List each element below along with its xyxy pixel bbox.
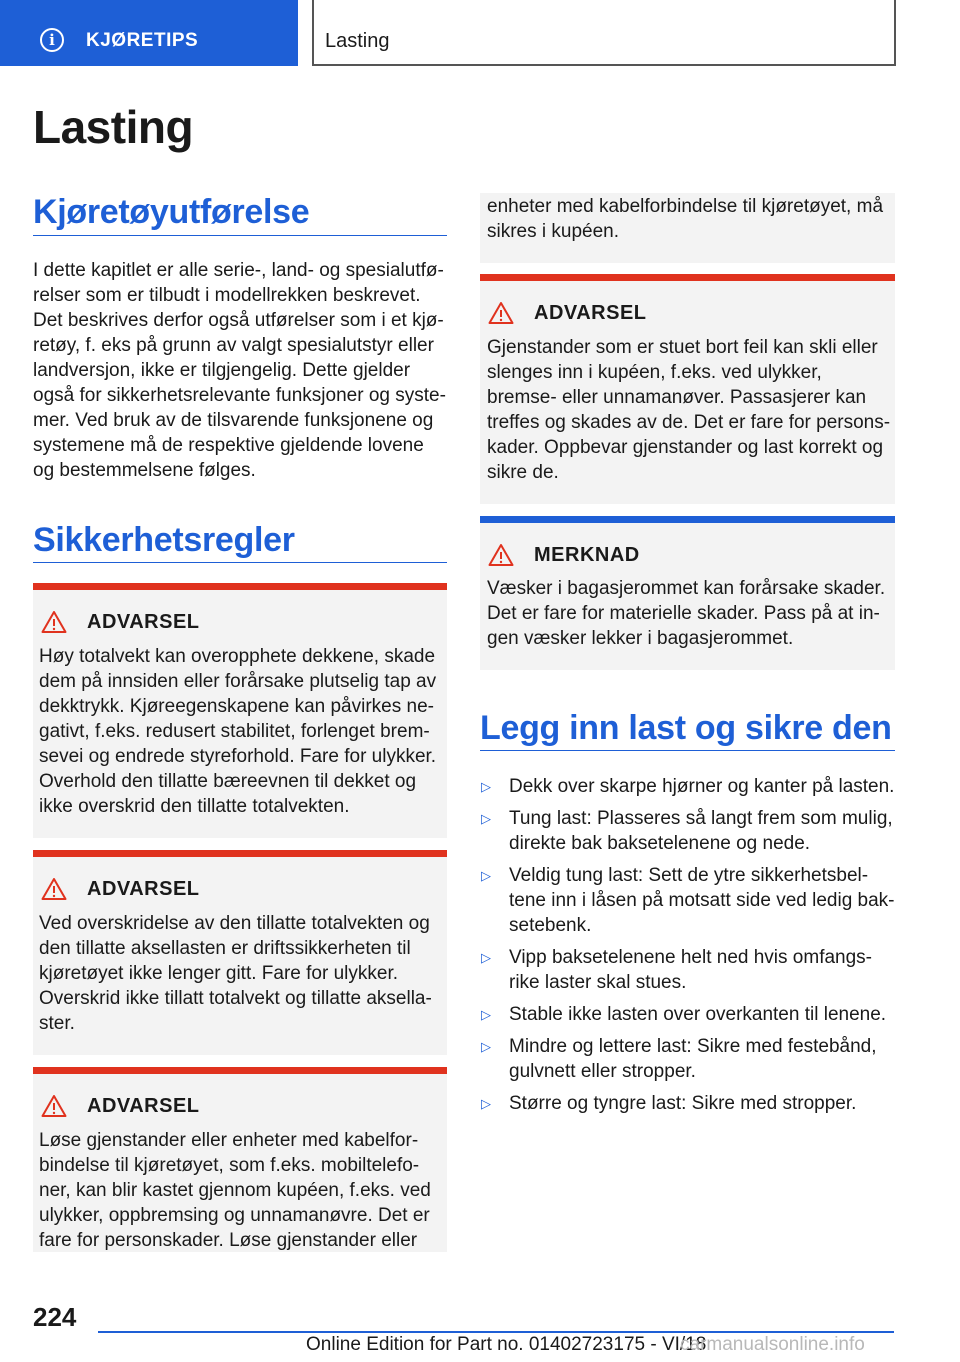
list-item-line: gulvnett eller stropper. <box>509 1061 696 1082</box>
section-rule <box>33 562 447 563</box>
info-icon: i <box>40 28 64 52</box>
text-line: treffes og skades av de. Det er fare for persons- <box>487 412 891 433</box>
page-title: Lasting <box>33 101 194 153</box>
warning-label: ADVARSEL <box>87 610 200 633</box>
text-line: retøy, f. eks på grunn av valgt spesialutstyr eller <box>33 335 434 356</box>
warning-triangle-icon <box>41 877 67 901</box>
text-line: bremse- eller unnamanøver. Passasjerer kan <box>487 387 867 408</box>
text-line: kjøretøyet ikke lenger gitt. Fare for ulykker. <box>39 963 399 984</box>
text-line: ner, kan blir kastet gjennom kupéen, f.eks. ved <box>39 1180 431 1201</box>
warning-text <box>39 1128 449 1253</box>
bullet-triangle-icon: ▷ <box>481 779 491 794</box>
note-box <box>480 516 895 670</box>
bullet-triangle-icon: ▷ <box>481 950 491 965</box>
warning-box-2 <box>33 850 447 1055</box>
warning-bar <box>33 583 447 590</box>
warning-box-3-continued <box>480 193 895 263</box>
list-item-line: Større og tyngre last: Sikre med stropper. <box>509 1093 857 1114</box>
text-line: gativt, f.eks. redusert stabilitet, forlenget brem- <box>39 721 430 742</box>
note-head <box>488 543 640 567</box>
text-line: sevei og endrede styreforhold. Fare for ulykker. <box>39 746 437 767</box>
bullet-triangle-icon: ▷ <box>481 1096 491 1111</box>
warning-triangle-icon <box>488 543 514 567</box>
list-item-line: Mindre og lettere last: Sikre med festebånd, <box>509 1036 877 1057</box>
text-line: sikres i kupéen. <box>487 221 620 242</box>
list-item-line: direkte bak baksetelenene og nede. <box>509 833 811 854</box>
text-line: Det er fare for materielle skader. Pass på at in- <box>487 603 880 624</box>
warning-text <box>39 911 449 1036</box>
warning-box-4 <box>480 274 895 504</box>
text-line: ster. <box>39 1013 75 1034</box>
warning-text <box>39 644 449 819</box>
warning-bar <box>33 850 447 857</box>
text-line: og bestemmelsene følges. <box>33 460 256 481</box>
text-line: mer. Ved bruk av de tilsvarende funksjonene og <box>33 410 434 431</box>
text-line: slenges inn i kupéen, f.eks. ved ulykker, <box>487 362 822 383</box>
text-line: fare for personskader. Løse gjenstander eller <box>39 1230 418 1251</box>
warning-head <box>41 1094 200 1118</box>
text-line: Væsker i bagasjerommet kan forårsake skader. <box>487 578 886 599</box>
warning-head <box>41 610 200 634</box>
warning-triangle-icon <box>41 1094 67 1118</box>
text-line: Løse gjenstander eller enheter med kabelfor- <box>39 1130 419 1151</box>
warning-bar <box>33 1067 447 1074</box>
bullet-triangle-icon: ▷ <box>481 811 491 826</box>
warning-triangle-icon <box>41 610 67 634</box>
text-line: landversjon, ikke er tilgjengelig. Dette gjelder <box>33 360 411 381</box>
bullet-triangle-icon: ▷ <box>481 1039 491 1054</box>
footer-rule <box>98 1331 894 1333</box>
text-line: gen væsker lekker i bagasjerommet. <box>487 628 794 649</box>
bullet-triangle-icon: ▷ <box>481 868 491 883</box>
text-line: dem på innsiden eller forårsake plutselig tap av <box>39 671 437 692</box>
section-heading-vehicle-design: Kjøretøyutførelse <box>33 193 310 231</box>
header-chapter-label: Lasting <box>325 30 390 52</box>
text-line: enheter med kabelforbindelse til kjøretøyet, må <box>487 196 884 217</box>
list-item-line: Vipp baksetelenene helt ned hvis omfangs- <box>509 947 873 968</box>
text-line: sikre de. <box>487 462 559 483</box>
section-heading-safety-rules: Sikkerhetsregler <box>33 521 295 559</box>
text-line: Overhold den tillatte bæreevnen til dekket og <box>39 771 417 792</box>
note-bar <box>480 516 895 523</box>
list-item-line: tene inn i låsen på motsatt side ved ledig bak- <box>509 890 895 911</box>
warning-triangle-icon <box>488 301 514 325</box>
header-chapter-box <box>312 0 896 66</box>
warning-label: ADVARSEL <box>534 301 647 324</box>
bullet-triangle-icon: ▷ <box>481 1007 491 1022</box>
warning-box-3 <box>33 1067 447 1252</box>
load-instructions-list <box>480 774 900 1123</box>
text-line: også for sikkerhetsrelevante funksjoner og syste- <box>33 385 446 406</box>
list-item-line: Veldig tung last: Sett de ytre sikkerhetsbel- <box>509 865 869 886</box>
section-heading-load: Legg inn last og sikre den <box>480 709 892 747</box>
warning-text <box>487 335 897 485</box>
header-section-tab <box>0 0 298 66</box>
text-line: systemene må de respektive gjeldende lovene <box>33 435 424 456</box>
text-line: kader. Oppbevar gjenstander og last korrekt og <box>487 437 884 458</box>
text-line: den tillatte aksellasten er driftssikkerheten til <box>39 938 411 959</box>
note-label: MERKNAD <box>534 543 640 566</box>
section-rule <box>33 235 447 236</box>
warning-head <box>488 301 647 325</box>
text-line: bindelse til kjøretøyet, som f.eks. mobiltelefo- <box>39 1155 420 1176</box>
text-line: Høy totalvekt kan overopphete dekkene, skade <box>39 646 436 667</box>
warning-bar <box>480 274 895 281</box>
warning-box-1 <box>33 583 447 838</box>
section-rule <box>480 750 895 751</box>
list-item <box>480 774 900 799</box>
warning-head <box>41 877 200 901</box>
text-line: ikke overskrid den tillatte totalvekten. <box>39 796 350 817</box>
text-line: Ved overskridelse av den tillatte totalvekten og <box>39 913 430 934</box>
text-line: Gjenstander som er stuet bort feil kan skli eller <box>487 337 878 358</box>
text-line: ulykker, oppbremsing og unnamanøvre. Det er <box>39 1205 430 1226</box>
warning-label: ADVARSEL <box>87 877 200 900</box>
text-line: dekktrykk. Kjøreegenskapene kan påvirkes ne- <box>39 696 434 717</box>
text-line: Det beskrives derfor også utførelser som i et kjø- <box>33 310 444 331</box>
list-item <box>480 863 900 938</box>
text-line: I dette kapitlet er alle serie-, land- og spesialutfø- <box>33 260 444 281</box>
vehicle-design-text <box>33 258 453 483</box>
list-item-line: Stable ikke lasten over overkanten til lenene. <box>509 1004 887 1025</box>
list-item <box>480 1034 900 1084</box>
list-item-line: rike laster skal stues. <box>509 972 687 993</box>
note-text <box>487 576 897 651</box>
list-item <box>480 1002 900 1027</box>
list-item-line: Tung last: Plasseres så langt frem som mulig, <box>509 808 893 829</box>
text-line: Overskrid ikke tillatt totalvekt og tillatte aksella- <box>39 988 432 1009</box>
footer-edition-text: Online Edition for Part no. 01402723175 - VI/18 <box>306 1334 707 1355</box>
list-item <box>480 945 900 995</box>
list-item <box>480 806 900 856</box>
list-item-line: Dekk over skarpe hjørner og kanter på lasten. <box>509 776 895 797</box>
list-item-line: setebenk. <box>509 915 592 936</box>
warning-label: ADVARSEL <box>87 1094 200 1117</box>
header-section-label: KJØRETIPS <box>86 30 199 51</box>
watermark: carmanualsonline.info <box>680 1334 865 1355</box>
text-line: relser som er tilbudt i modellrekken beskrevet. <box>33 285 421 306</box>
page-number: 224 <box>33 1302 77 1332</box>
warning-text <box>487 194 897 244</box>
list-item <box>480 1091 900 1116</box>
